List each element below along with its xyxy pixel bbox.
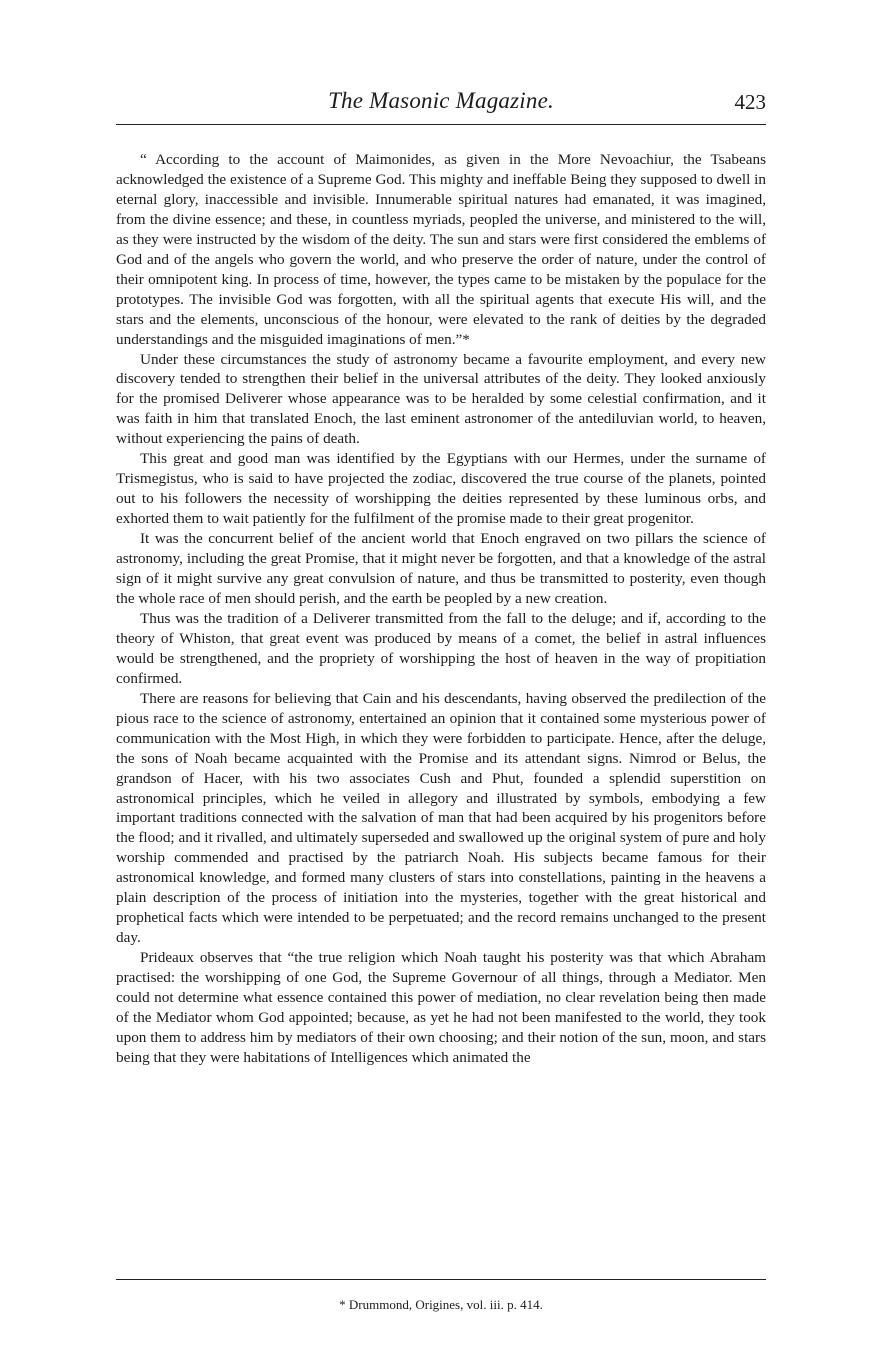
page-number: 423: [734, 90, 766, 114]
footnote-rule: [116, 1279, 766, 1280]
header-rule: [116, 124, 766, 125]
paragraph-enoch-hermes: This great and good man was identified by the Egyptians with our Hermes, under the surname of Trismegistus, who is said to have projected the zodiac, discovered the true course of the planets, pointed out to his followers the necessity of worshipping the deities represented by these luminous orbs, and exhorted them to wait patiently for the fulfilment of the promise made to their great progenitor.: [116, 450, 766, 528]
paragraph-prideaux: Prideaux observes that “the true religion which Noah taught his posterity was that which Abraham practised: the worshipping of one God, the Supreme Governour of all things, through a Mediator. Men could not determine what essence contained this power of mediation, no clear revelation being then made of the Mediator whom God appointed; because, as yet he had not been manifested to the world, they took upon them to address him by mediators of their own choosing; and their notion of the sun, moon, and stars being that they were habitations of Intelligences which animated the: [116, 949, 766, 1066]
running-title: The Masonic Magazine.: [328, 88, 554, 113]
paragraph-enoch-pillars: It was the concurrent belief of the ancient world that Enoch engraved on two pillars the science of astronomy, including the great Promise, that it might never be forgotten, and that a knowledge of the astral sign of it might survive any great convulsion of nature, and thus be transmitted to posterity, even though the whole race of men should perish, and the earth be peopled by a new creation.: [116, 530, 766, 607]
paragraph-astronomy-study: Under these circumstances the study of astronomy became a favourite employment, and every new discovery tended to strengthen their belief in the universal attributes of the deity. They looked anxiously for the promised Deliverer whose appearance was to be heralded by some celestial confirmation, and it was faith in him that translated Enoch, the last eminent astronomer of the antediluvian world, to heaven, without experiencing the pains of death.: [116, 350, 766, 448]
paragraph-deliverer-tradition: Thus was the tradition of a Deliverer transmitted from the fall to the deluge; and if, according to the theory of Whiston, that great event was produced by means of a comet, the belief in astral influences would be strengthened, and the propriety of worshipping the host of heaven in the way of propitiation confirmed.: [116, 609, 766, 687]
paragraph-cain-descendants: There are reasons for believing that Cain and his descendants, having observed the predilection of the pious race to the science of astronomy, entertained an opinion that it contained some mysterious power of communication with the Most High, in which they were forbidden to participate. Hence, after the deluge, the sons of Noah became acquainted with the Promise and its attendant signs. Nimrod or Belus, the grandson of Hacer, with his two associates Cush and Phut, founded a splendid superstition on astronomical principles, which he veiled in allegory and illustrated by symbols, embodying a few important traditions connected with the salvation of man that had been acquired by his progenitors before the flood; and it rivalled, and ultimately superseded and swallowed up the original system of pure and holy worship commended and practised by the patriarch Noah. His subjects became famous for their astronomical knowledge, and formed many clusters of stars into constellations, painting in the heavens a plain description of the process of initiation into the mysteries, together with the great historical and prophetical facts which were intended to be perpetuated; and the record remains unchanged to the present day.: [116, 689, 766, 947]
paragraph-maimonides-quote: “ According to the account of Maimonides, as given in the More Nevoachiur, the Tsabeans acknowledged the existence of a Supreme God. This mighty and ineffable Being they supposed to dwell in eternal glory, inaccessible and invisible. Innumerable spiritual natures had emanated, it was imagined, from the divine essence; and these, in countless myriads, peopled the universe, and ministered to the will, as they were instructed by the wisdom of the deity. The sun and stars were first considered the emblems of God and of the angels who govern the world, and who preserve the order of nature, under the control of their omnipotent king. In process of time, however, the types came to be mistaken by the populace for the prototypes. The invisible God was forgotten, with all the spiritual agents that execute His will, and the stars and the elements, unconscious of the honour, were elevated to the rank of deities by the degraded understandings and the misguided imaginations of men.”*: [116, 151, 766, 348]
article-body: [116, 150, 766, 1068]
footnote: * Drummond, Origines, vol. iii. p. 414.: [339, 1297, 543, 1312]
running-head: [116, 84, 766, 120]
